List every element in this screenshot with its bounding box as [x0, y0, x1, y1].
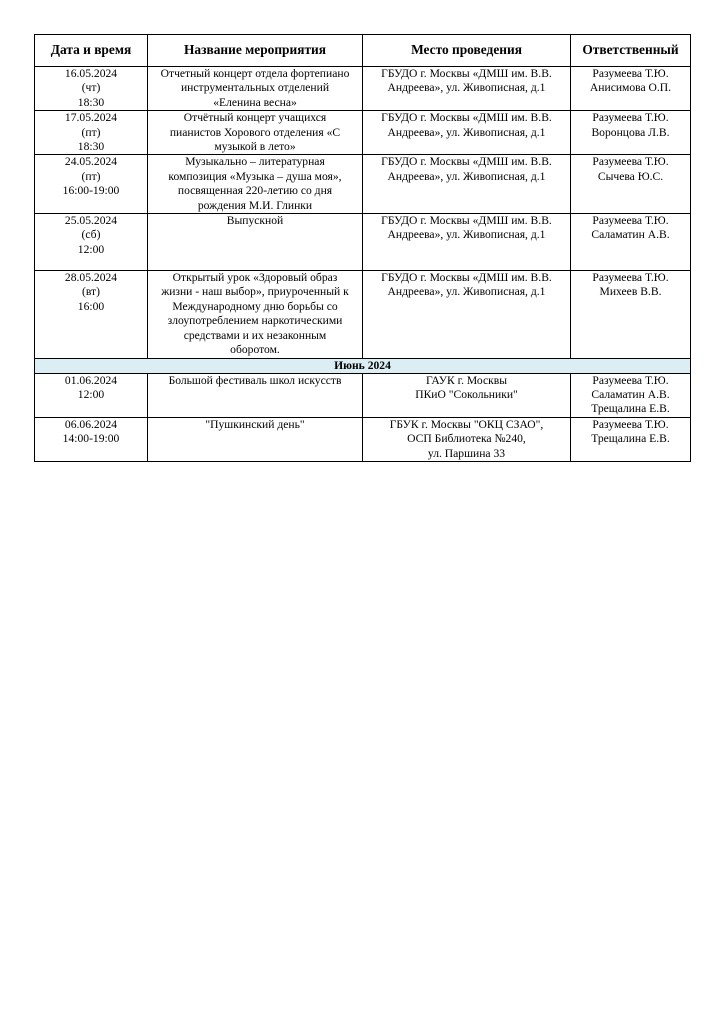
header-responsible: Ответственный: [571, 35, 691, 67]
cell-responsible: Разумеева Т.Ю. Воронцова Л.В.: [571, 111, 691, 155]
cell-venue: ГБУДО г. Москвы «ДМШ им. В.В. Андреева», ул. Живописная, д.1: [363, 155, 571, 214]
header-event-name: Название мероприятия: [148, 35, 363, 67]
cell-responsible: Разумеева Т.Ю. Трещалина Е.В.: [571, 417, 691, 461]
cell-responsible: Разумеева Т.Ю. Михеев В.В.: [571, 271, 691, 358]
cell-venue: ГБУДО г. Москвы «ДМШ им. В.В. Андреева», ул. Живописная, д.1: [363, 214, 571, 271]
table-row: [35, 111, 691, 155]
header-datetime: Дата и время: [35, 35, 148, 67]
table-header-row: [35, 35, 691, 67]
cell-venue: ГБУДО г. Москвы «ДМШ им. В.В. Андреева», ул. Живописная, д.1: [363, 67, 571, 111]
cell-venue: ГБУДО г. Москвы «ДМШ им. В.В. Андреева», ул. Живописная, д.1: [363, 271, 571, 358]
cell-event: Большой фестиваль школ искусств: [148, 373, 363, 417]
cell-venue: ГБУК г. Москвы "ОКЦ СЗАО", ОСП Библиотека №240, ул. Паршина 33: [363, 417, 571, 461]
table-row: [35, 214, 691, 271]
cell-event: Музыкально – литературная композиция «Музыка – душа моя», посвященная 220-летию со дня рождения М.И. Глинки: [148, 155, 363, 214]
cell-event: Отчётный концерт учащихся пианистов Хорового отделения «С музыкой в лето»: [148, 111, 363, 155]
table-row: [35, 67, 691, 111]
cell-datetime: 01.06.2024 12:00: [35, 373, 148, 417]
cell-event: Выпускной: [148, 214, 363, 271]
cell-venue: ГБУДО г. Москвы «ДМШ им. В.В. Андреева», ул. Живописная, д.1: [363, 111, 571, 155]
cell-datetime: 17.05.2024 (пт) 18:30: [35, 111, 148, 155]
cell-venue: ГАУК г. Москвы ПКиО "Сокольники": [363, 373, 571, 417]
cell-datetime: 24.05.2024 (пт) 16:00-19:00: [35, 155, 148, 214]
events-table: [34, 34, 691, 462]
cell-responsible: Разумеева Т.Ю. Саламатин А.В.: [571, 214, 691, 271]
header-venue: Место проведения: [363, 35, 571, 67]
table-row: [35, 417, 691, 461]
cell-responsible: Разумеева Т.Ю. Анисимова О.П.: [571, 67, 691, 111]
cell-responsible: Разумеева Т.Ю. Сычева Ю.С.: [571, 155, 691, 214]
cell-datetime: 16.05.2024 (чт) 18:30: [35, 67, 148, 111]
cell-event: Открытый урок «Здоровый образ жизни - наш выбор», приуроченный к Международному дню борьбы со злоупотреблением наркотическими средствами и их незаконным оборотом.: [148, 271, 363, 358]
cell-event: Отчетный концерт отдела фортепиано инструментальных отделений «Еленина весна»: [148, 67, 363, 111]
table-row: [35, 271, 691, 358]
cell-responsible: Разумеева Т.Ю. Саламатин А.В. Трещалина Е.В.: [571, 373, 691, 417]
cell-datetime: 28.05.2024 (вт) 16:00: [35, 271, 148, 358]
section-title: Июнь 2024: [35, 358, 691, 373]
section-row: [35, 358, 691, 373]
cell-datetime: 06.06.2024 14:00-19:00: [35, 417, 148, 461]
cell-event: "Пушкинский день": [148, 417, 363, 461]
cell-datetime: 25.05.2024 (сб) 12:00: [35, 214, 148, 271]
table-row: [35, 373, 691, 417]
table-row: [35, 155, 691, 214]
